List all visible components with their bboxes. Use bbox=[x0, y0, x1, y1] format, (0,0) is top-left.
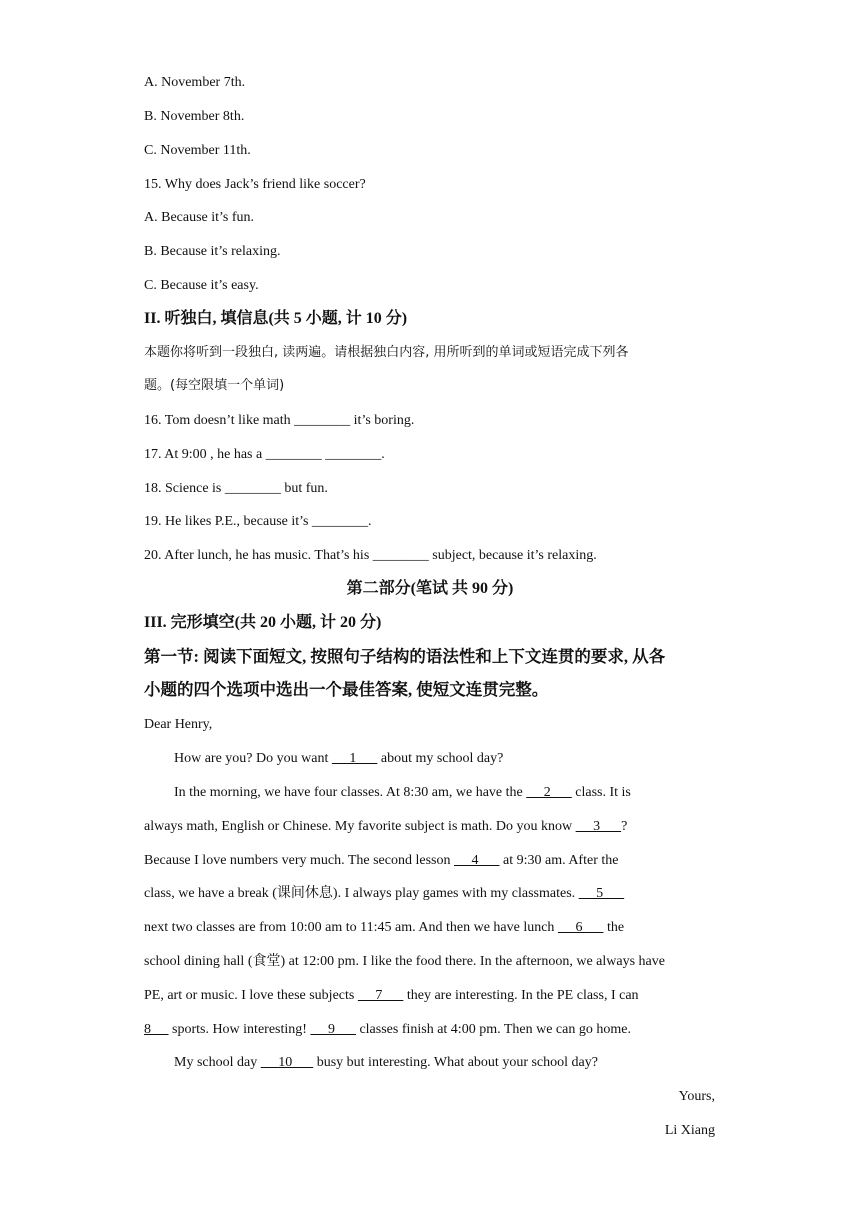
text: My school day bbox=[174, 1055, 261, 1070]
text: PE, art or music. I love these subjects bbox=[144, 988, 358, 1003]
letter-line-6 bbox=[144, 918, 624, 938]
q16: 16. Tom doesn’t like math ________ it’s boring. bbox=[144, 413, 415, 428]
letter-line-8 bbox=[144, 986, 639, 1006]
text: ? bbox=[621, 819, 628, 834]
letter-line-7: school dining hall (食堂) at 12:00 pm. I like the food there. In the afternoon, we always have bbox=[144, 954, 665, 969]
blank-9: 9 bbox=[310, 1022, 356, 1037]
part2-instruction-line1: 本题你将听到一段独白, 读两遍。请根据独白内容, 用所听到的单词或短语完成下列各 bbox=[144, 345, 629, 360]
q14-option-b: B. November 8th. bbox=[144, 109, 245, 124]
blank-8: 8 bbox=[144, 1022, 169, 1037]
letter-line-3 bbox=[144, 817, 627, 837]
text: classes finish at 4:00 pm. Then we can go home. bbox=[355, 1022, 631, 1037]
q14-option-a: A. November 7th. bbox=[144, 75, 246, 90]
blank-1: 1 bbox=[331, 751, 378, 766]
text: they are interesting. In the PE class, I can bbox=[403, 988, 639, 1003]
text: always math, English or Chinese. My favorite subject is math. Do you know bbox=[144, 819, 576, 834]
blank-10: 10 bbox=[260, 1055, 314, 1070]
blank-4: 4 bbox=[454, 853, 500, 868]
part3-instruction-line2: 小题的四个选项中选出一个最佳答案, 使短文连贯完整。 bbox=[144, 680, 549, 699]
part2-title: II. 听独白, 填信息(共 5 小题, 计 10 分) bbox=[144, 310, 408, 327]
q15-option-b: B. Because it’s relaxing. bbox=[144, 244, 281, 259]
q15-question: 15. Why does Jack’s friend like soccer? bbox=[144, 177, 366, 192]
q19: 19. He likes P.E., because it’s ________. bbox=[144, 514, 372, 529]
letter-greeting: Dear Henry, bbox=[144, 717, 213, 732]
q15-option-c: C. Because it’s easy. bbox=[144, 278, 259, 293]
blank-6: 6 bbox=[557, 920, 604, 935]
part2-instruction-line2: 题。(每空限填一个单词) bbox=[144, 378, 285, 393]
letter-line-5 bbox=[144, 884, 624, 904]
text: at 9:30 am. After the bbox=[499, 853, 619, 868]
q18: 18. Science is ________ but fun. bbox=[144, 481, 328, 496]
letter-line-2 bbox=[174, 783, 631, 803]
text: class, we have a break (课间休息). I always play games with my classmates. bbox=[144, 886, 579, 901]
blank-2: 2 bbox=[526, 785, 572, 800]
written-part-title: 第二部分(笔试 共 90 分) bbox=[346, 580, 514, 597]
letter-line-9 bbox=[144, 1020, 631, 1040]
text: How are you? Do you want bbox=[174, 751, 332, 766]
q14-option-c: C. November 11th. bbox=[144, 143, 251, 158]
blank-3: 3 bbox=[575, 819, 622, 834]
text: busy but interesting. What about your school day? bbox=[313, 1055, 598, 1070]
letter-signature: Li Xiang bbox=[664, 1123, 715, 1138]
q17: 17. At 9:00 , he has a ________ ________. bbox=[144, 447, 385, 462]
part3-instruction-line1: 第一节: 阅读下面短文, 按照句子结构的语法性和上下文连贯的要求, 从各 bbox=[144, 647, 666, 666]
text: next two classes are from 10:00 am to 11:45 am. And then we have lunch bbox=[144, 920, 558, 935]
letter-line-4 bbox=[144, 851, 618, 871]
text: the bbox=[603, 920, 625, 935]
text: sports. How interesting! bbox=[168, 1022, 311, 1037]
q15-option-a: A. Because it’s fun. bbox=[144, 210, 255, 225]
text: class. It is bbox=[571, 785, 631, 800]
part3-title: III. 完形填空(共 20 小题, 计 20 分) bbox=[144, 614, 382, 631]
letter-closing: Yours, bbox=[678, 1089, 715, 1104]
text: In the morning, we have four classes. At 8:30 am, we have the bbox=[174, 785, 527, 800]
letter-line-10 bbox=[174, 1053, 598, 1073]
letter-line-1 bbox=[174, 749, 503, 769]
blank-5: 5 bbox=[578, 886, 625, 901]
text: Because I love numbers very much. The second lesson bbox=[144, 853, 454, 868]
text: about my school day? bbox=[377, 751, 504, 766]
blank-7: 7 bbox=[357, 988, 404, 1003]
q20: 20. After lunch, he has music. That’s his ________ subject, because it’s relaxing. bbox=[144, 548, 597, 563]
